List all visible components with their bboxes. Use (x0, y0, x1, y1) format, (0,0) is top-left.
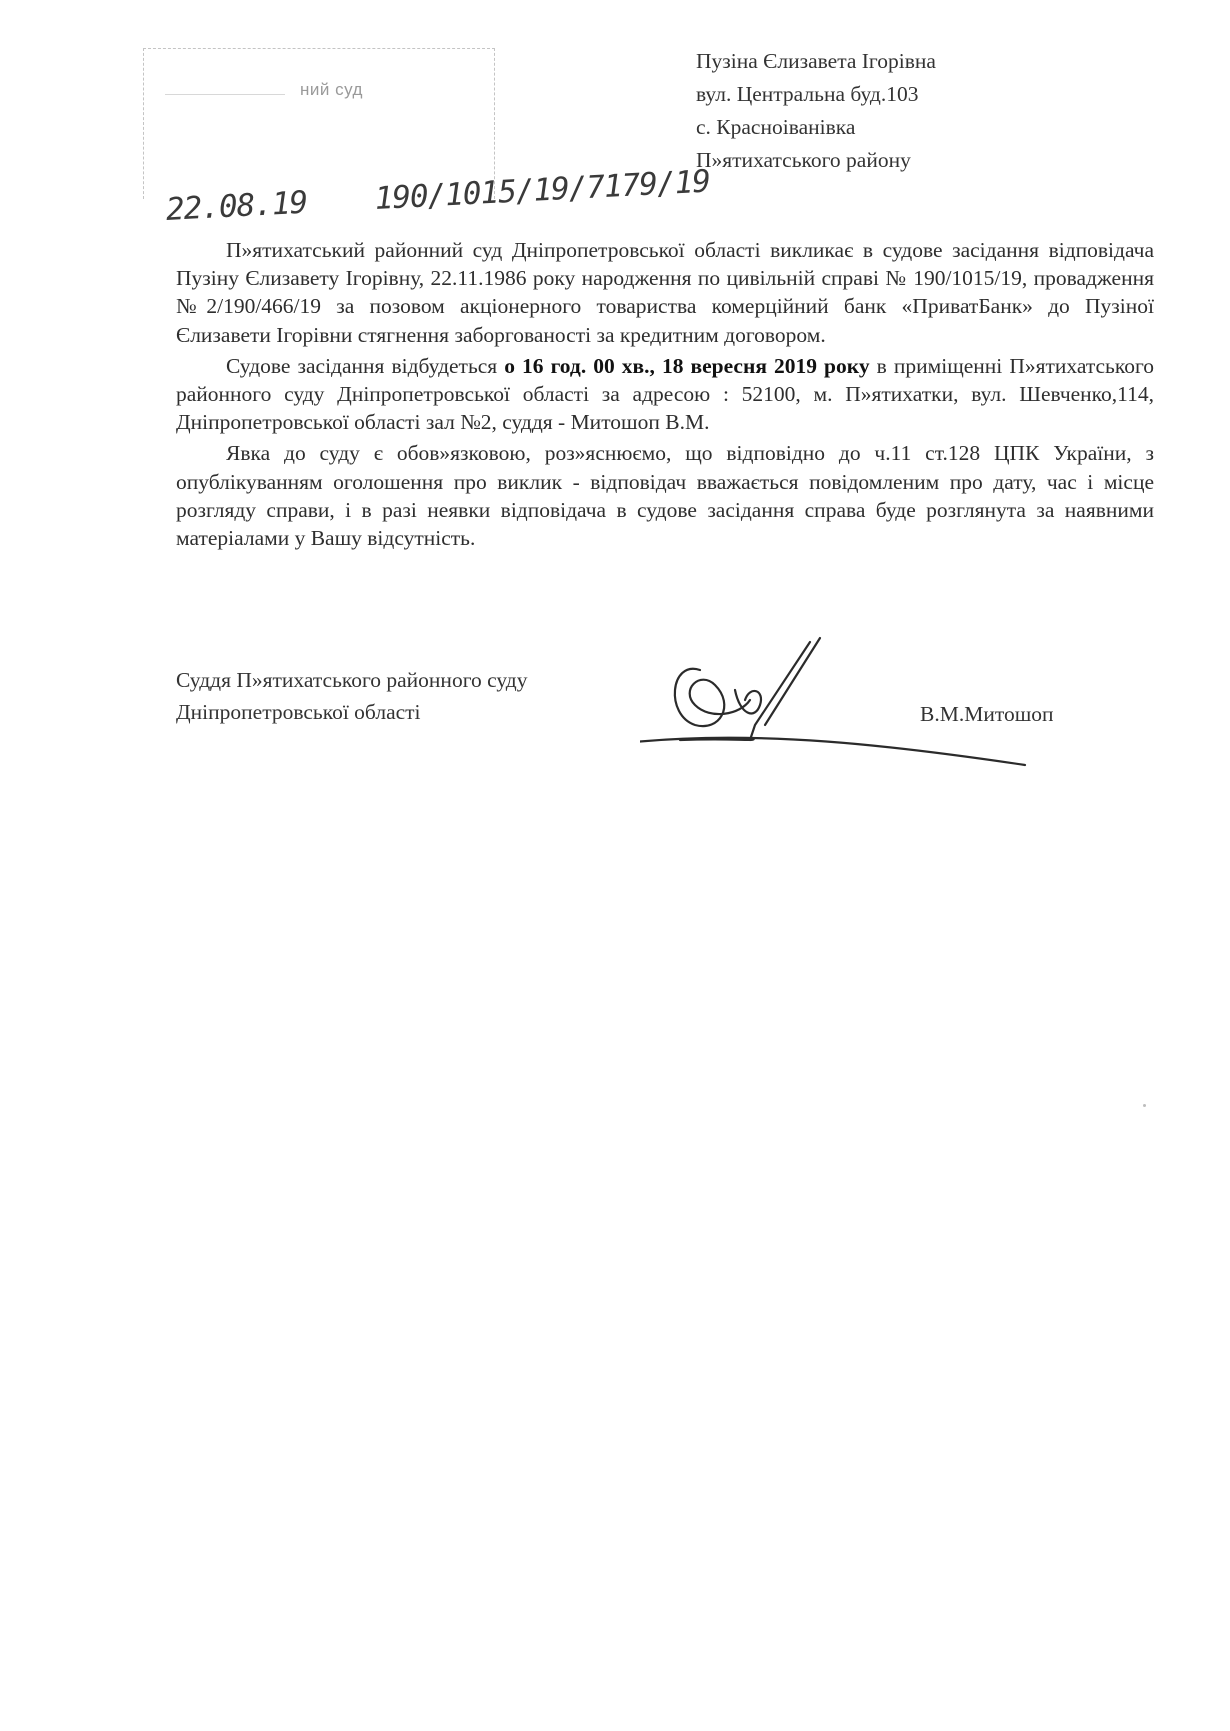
registration-number: 190/1015/19/7179/19 (373, 163, 711, 218)
summons-body (176, 236, 1154, 555)
addressee-street: вул. Центральна буд.103 (696, 82, 919, 106)
addressee-district: П»ятихатського району (696, 148, 911, 172)
hearing-intro: Судове засідання відбудеться (226, 353, 505, 378)
registration-date: 22.08.19 (165, 184, 309, 228)
addressee-name: Пузіна Єлизавета Ігорівна (696, 49, 936, 73)
hearing-location: в приміщенні П»ятихатського районного суду Дніпропетровської області за адресою : 52100, м. П»ятихатки, вул. Шевченко,114, Дніпропетровської області зал №2, суддя - Митошоп В.М. (176, 353, 1154, 435)
incoming-stamp (143, 48, 495, 199)
stamp-smudge (165, 82, 285, 95)
addressee-block (696, 45, 936, 177)
judge-name: В.М.Митошоп (920, 702, 1054, 726)
judge-title (176, 664, 527, 728)
summons-paragraph-1: П»ятихатський районний суд Дніпропетровської області викликає в судове засідання відповідача Пузіну Єлизавету Ігорівну, 22.11.1986 року народження по цивільній справі № 190/1015/19, провадження №2/190/466/19 за позовом акціонерного товариства комерційний банк «ПриватБанк» до Пузіної Єлизавети Ігорівни стягнення заборгованості за кредитним договором. (176, 238, 1154, 347)
judge-title-line-2: Дніпропетровської області (176, 700, 421, 724)
judge-title-line-1: Суддя П»ятихатського районного суду (176, 668, 528, 692)
stamp-text: ний суд (300, 80, 363, 99)
summons-paragraph-3: Явка до суду є обов»язковою, роз»яснюємо, що відповідно до ч.11 ст.128 ЦПК України, з опублікуванням оголошення про виклик - відповідач вважається повідомленим про дату, час і місце розгляду справи, і в разі неявки відповідача в судове засідання справа буде розглянута за наявними матеріалами у Вашу відсутність. (176, 441, 1154, 551)
summons-paragraph-2 (176, 352, 1154, 437)
scan-speck (1143, 1104, 1146, 1107)
hearing-datetime: о 16 год. 00 хв., 18 вересня 2019 року (504, 353, 870, 378)
addressee-village: с. Красноіванівка (696, 115, 856, 139)
